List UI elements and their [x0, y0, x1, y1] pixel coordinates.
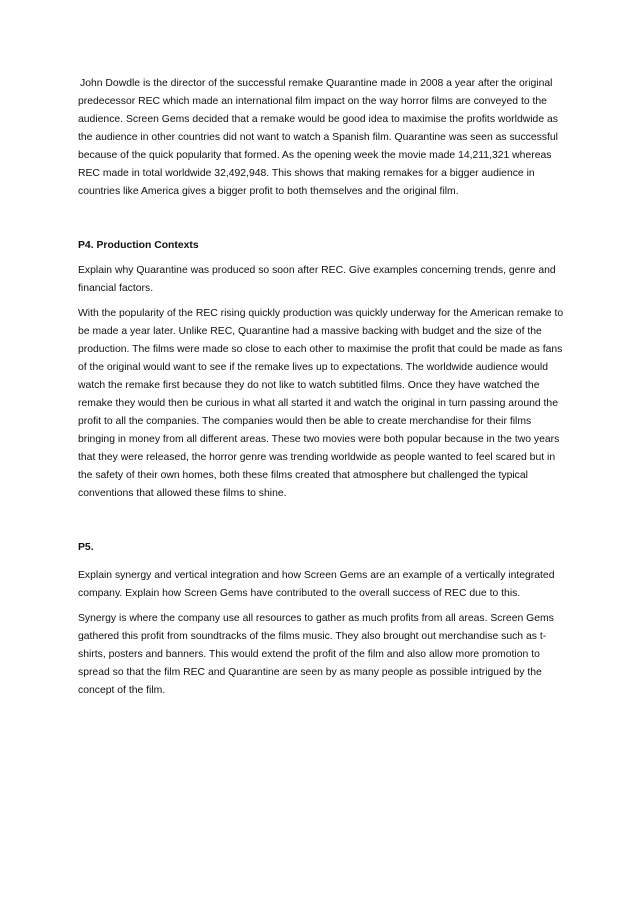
p4-question: Explain why Quarantine was produced so soon after REC. Give examples concerning trends, genre and financial factors.	[78, 265, 556, 294]
document-body	[78, 75, 568, 700]
p5-answer: Synergy is where the company use all resources to gather as much profits from all areas. Screen Gems gathered this profit from soundtracks of the films music. They also brought out merchandise such as t-shirts, posters and banners. This would extend the profit of the film and also allow more promotion to spread so that the film REC and Quarantine are seen by as many people as possible intrigued by the concept of the film.	[78, 613, 554, 696]
p5-question: Explain synergy and vertical integration and how Screen Gems are an example of a vertically integrated company. Explain how Screen Gems have contributed to the overall success of REC due to this.	[78, 570, 555, 599]
section-heading-p5: P5.	[78, 542, 94, 553]
section-heading-p4: P4. Production Contexts	[78, 240, 199, 251]
intro-paragraph: John Dowdle is the director of the successful remake Quarantine made in 2008 a year after the original predecessor REC which made an international film impact on the way horror films are conveyed to the audience. Screen Gems decided that a remake would be good idea to maximise the profits worldwide as the audience in other countries did not want to watch a Spanish film. Quarantine was seen as successful because of the quick popularity that formed. As the opening week the movie made 14,211,321 whereas REC made in total worldwide 32,492,948. This shows that making remakes for a bigger audience in countries like America gives a bigger profit to both themselves and the original film.	[78, 78, 558, 197]
p4-answer: With the popularity of the REC rising quickly production was quickly underway for the American remake to be made a year later. Unlike REC, Quarantine had a massive backing with budget and the size of the production. The films were made so close to each other to maximise the profit that could be made as fans of the original would want to see if the remake lives up to expectations. The worldwide audience would watch the remake first because they do not like to watch subtitled films. Once they have watched the remake they would then be curious in what all started it and watch the original in turn passing around the profit to all the companies. The companies would then be able to create merchandise for their films bringing in money from all different areas. These two movies were both popular because in the two years that they were released, the horror genre was trending worldwide as people wanted to feel scared but in the safety of their own homes, both these films created that atmosphere but challenged the typical conventions that allowed these films to shine.	[78, 308, 564, 499]
